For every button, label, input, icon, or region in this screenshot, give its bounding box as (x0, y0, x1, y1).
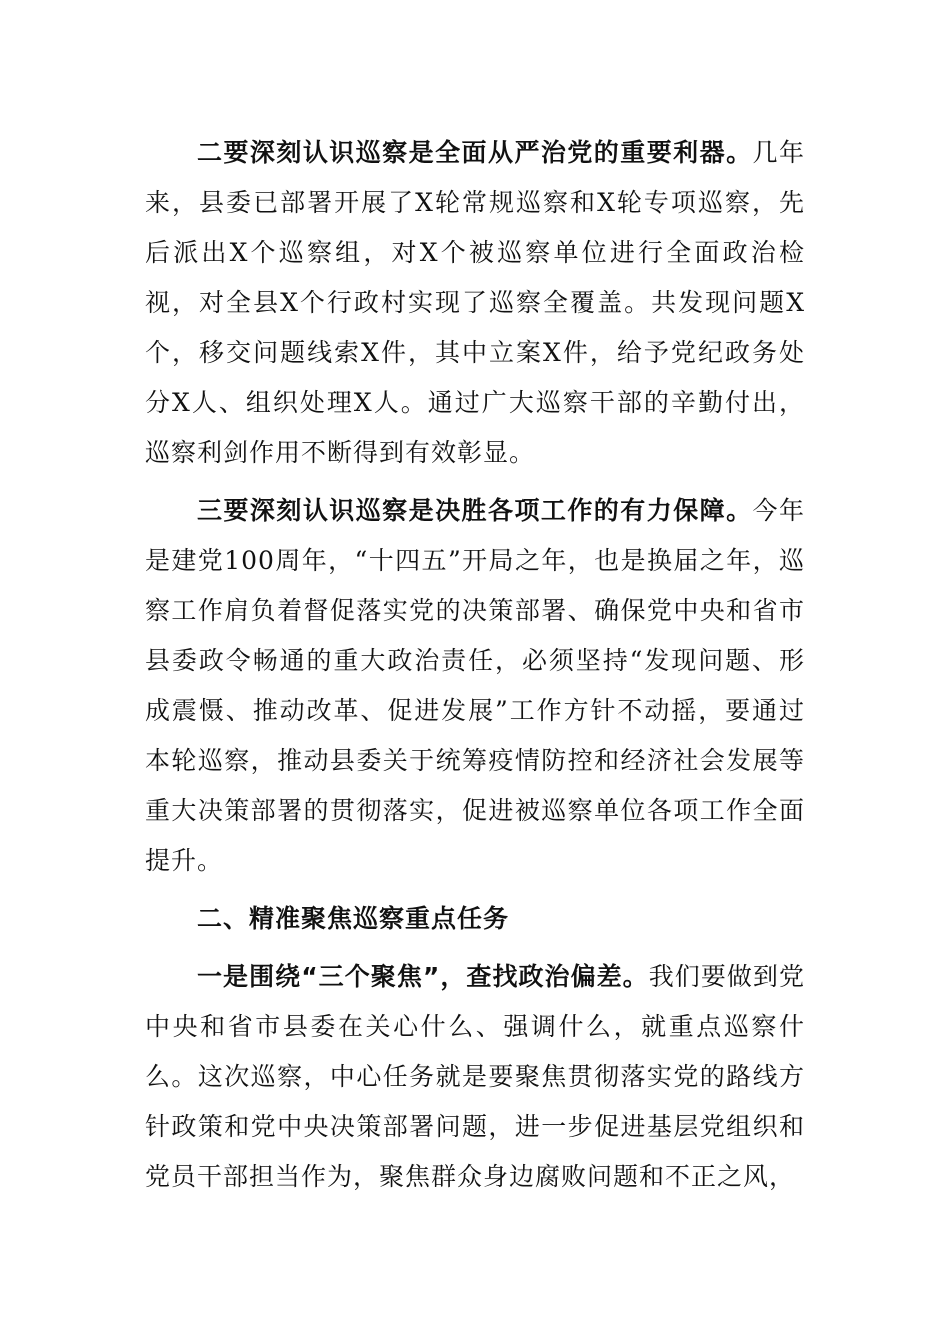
paragraph-lead: 二要深刻认识巡察是全面从严治党的重要利器。 (197, 138, 753, 167)
paragraph-inspection-guarantee (145, 486, 805, 886)
paragraph-inspection-tool (145, 128, 805, 478)
section-heading: 二、精准聚焦巡察重点任务 (197, 904, 510, 933)
paragraph-body: 今年是建党100周年，“十四五”开局之年，也是换届之年，巡察工作肩负着督促落实党的决策部署、确保党中央和省市县委政令畅通的重大政治责任，必须坚持“发现问题、形成震慑、推动改革、促进发展”工作方针不动摇，要通过本轮巡察，推动县委关于统筹疫情防控和经济社会发展等重大决策部署的贯彻落实，促进被巡察单位各项工作全面提升。 (145, 496, 805, 875)
paragraph-lead: 一是围绕“三个聚焦”，查找政治偏差。 (197, 962, 649, 991)
paragraph-body: 我们要做到党中央和省市县委在关心什么、强调什么，就重点巡察什么。这次巡察，中心任务就是要聚焦贯彻落实党的路线方针政策和党中央决策部署问题，进一步促进基层党组织和党员干部担当作为，聚焦群众身边腐败问题和不正之风， (145, 962, 805, 1191)
paragraph-lead: 三要深刻认识巡察是决胜各项工作的有力保障。 (197, 496, 753, 525)
paragraph-body: 几年来，县委已部署开展了X轮常规巡察和X轮专项巡察，先后派出X个巡察组，对X个被巡察单位进行全面政治检视，对全县X个行政村实现了巡察全覆盖。共发现问题X个，移交问题线索X件，其中立案X件，给予党纪政务处分X人、组织处理X人。通过广大巡察干部的辛勤付出，巡察利剑作用不断得到有效彰显。 (145, 138, 805, 467)
document-page (145, 128, 805, 1210)
paragraph-three-focuses (145, 952, 805, 1202)
